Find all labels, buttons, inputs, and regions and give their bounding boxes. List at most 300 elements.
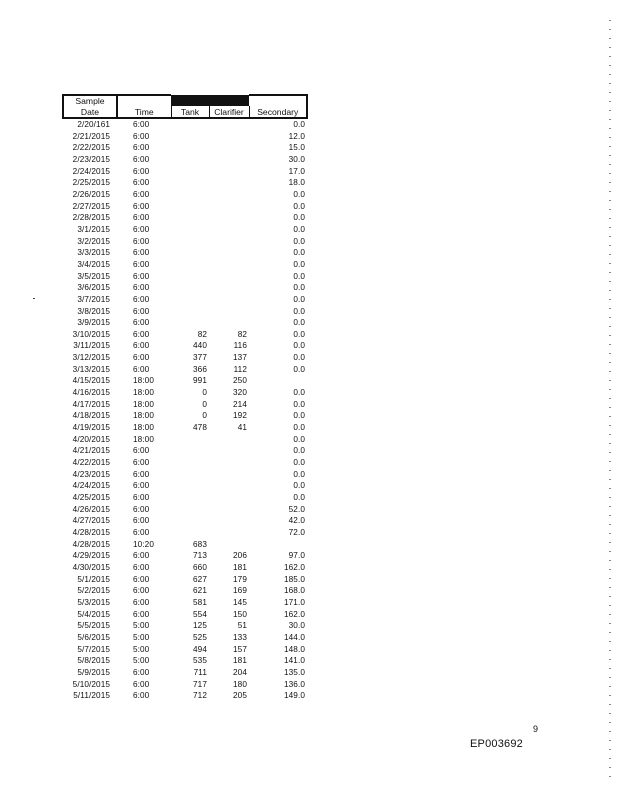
table-row xyxy=(63,247,307,259)
cell-secondary: 0.0 xyxy=(293,364,305,374)
cell-tank: 525 xyxy=(193,632,207,642)
table-row xyxy=(63,329,307,341)
cell-time: 18:00 xyxy=(133,423,154,433)
cell-date: 3/12/2015 xyxy=(72,353,110,363)
table-row xyxy=(63,118,307,131)
cell-secondary: 0.0 xyxy=(293,341,305,351)
cell-clarifier xyxy=(209,445,249,457)
cell-time: 6:00 xyxy=(133,691,150,701)
cell-clarifier xyxy=(209,154,249,166)
cell-date: 4/28/2015 xyxy=(72,539,110,549)
cell-date: 4/19/2015 xyxy=(72,423,110,433)
cell-date: 5/9/2015 xyxy=(77,667,110,677)
cell-time: 6:00 xyxy=(133,236,150,246)
cell-secondary: 52.0 xyxy=(288,504,305,514)
cell-tank xyxy=(171,259,209,271)
cell-time: 6:00 xyxy=(133,609,150,619)
cell-tank: 377 xyxy=(193,353,207,363)
cell-secondary: 0.0 xyxy=(293,353,305,363)
cell-tank xyxy=(171,445,209,457)
cell-secondary: 0.0 xyxy=(293,423,305,433)
cell-clarifier: 214 xyxy=(233,399,247,409)
cell-clarifier: 51 xyxy=(237,621,247,631)
cell-time: 6:00 xyxy=(133,364,150,374)
cell-tank: 82 xyxy=(197,329,207,339)
cell-secondary: 0.0 xyxy=(293,388,305,398)
cell-secondary: 0.0 xyxy=(293,469,305,479)
cell-tank xyxy=(171,154,209,166)
cell-secondary: 141.0 xyxy=(284,656,305,666)
cell-date: 3/13/2015 xyxy=(72,364,110,374)
cell-tank xyxy=(171,306,209,318)
cell-time: 18:00 xyxy=(133,434,154,444)
header-time: Time xyxy=(117,106,171,118)
cell-tank xyxy=(171,177,209,189)
cell-time: 10:20 xyxy=(133,539,154,549)
cell-clarifier: 145 xyxy=(233,597,247,607)
cell-date: 5/4/2015 xyxy=(77,609,110,619)
cell-tank xyxy=(171,118,209,131)
cell-time: 6:00 xyxy=(133,259,150,269)
cell-tank xyxy=(171,515,209,527)
cell-secondary: 0.0 xyxy=(293,213,305,223)
cell-time: 18:00 xyxy=(133,411,154,421)
table-row xyxy=(63,224,307,236)
table-row xyxy=(63,562,307,574)
table-row xyxy=(63,690,307,702)
cell-tank xyxy=(171,212,209,224)
cell-secondary: 0.0 xyxy=(293,329,305,339)
cell-tank xyxy=(171,492,209,504)
cell-date: 3/11/2015 xyxy=(73,341,110,351)
table-row xyxy=(63,527,307,539)
table-row xyxy=(63,294,307,306)
header-sample-date-line2: Date xyxy=(63,106,117,118)
cell-time: 5:00 xyxy=(133,644,150,654)
cell-tank: 0 xyxy=(202,411,207,421)
table-row xyxy=(63,387,307,399)
cell-secondary: 185.0 xyxy=(284,574,305,584)
cell-date: 3/6/2015 xyxy=(77,283,110,293)
cell-date: 2/27/2015 xyxy=(72,201,110,211)
table-row xyxy=(63,445,307,457)
cell-tank: 627 xyxy=(193,574,207,584)
cell-secondary: 0.0 xyxy=(293,493,305,502)
cell-date: 5/7/2015 xyxy=(77,644,110,654)
cell-secondary: 149.0 xyxy=(284,691,305,701)
cell-tank: 535 xyxy=(193,656,207,666)
cell-clarifier xyxy=(209,515,249,527)
cell-date: 3/4/2015 xyxy=(77,259,110,269)
cell-tank xyxy=(171,469,209,481)
cell-clarifier xyxy=(209,539,249,551)
cell-tank xyxy=(171,457,209,469)
table-row xyxy=(63,364,307,376)
cell-time: 18:00 xyxy=(133,399,154,409)
cell-time: 6:00 xyxy=(133,318,150,328)
table-row xyxy=(63,550,307,562)
cell-date: 4/20/2015 xyxy=(72,434,110,444)
cell-secondary: 97.0 xyxy=(288,551,305,561)
cell-clarifier: 181 xyxy=(233,562,247,572)
cell-clarifier xyxy=(209,177,249,189)
cell-secondary: 0.0 xyxy=(293,271,305,281)
cell-tank: 712 xyxy=(193,691,207,701)
cell-clarifier: 250 xyxy=(233,376,247,386)
cell-date: 4/18/2015 xyxy=(72,411,110,421)
cell-time: 6:00 xyxy=(133,294,150,304)
cell-clarifier: 204 xyxy=(233,667,247,677)
table-row xyxy=(63,189,307,201)
cell-clarifier xyxy=(209,294,249,306)
cell-date: 2/23/2015 xyxy=(72,154,110,164)
table-row xyxy=(63,585,307,597)
cell-date: 5/5/2015 xyxy=(77,621,110,631)
cell-secondary: 72.0 xyxy=(288,527,305,537)
cell-date: 5/8/2015 xyxy=(77,656,110,666)
table-row xyxy=(63,667,307,679)
cell-clarifier: 206 xyxy=(233,551,247,561)
cell-clarifier: 180 xyxy=(233,679,247,689)
cell-secondary: 0.0 xyxy=(293,201,305,211)
cell-date: 5/3/2015 xyxy=(77,597,110,607)
table-row xyxy=(63,317,307,329)
cell-time: 6:00 xyxy=(133,166,150,176)
cell-time: 6:00 xyxy=(133,329,150,339)
cell-secondary: 135.0 xyxy=(284,667,305,677)
table-row xyxy=(63,434,307,446)
cell-time: 6:00 xyxy=(133,213,150,223)
table-row xyxy=(63,620,307,632)
cell-time: 18:00 xyxy=(133,376,154,386)
cell-tank xyxy=(171,527,209,539)
cell-clarifier: 205 xyxy=(233,691,247,701)
cell-clarifier xyxy=(209,469,249,481)
table-row xyxy=(63,177,307,189)
cell-clarifier: 116 xyxy=(233,341,247,351)
cell-time: 6:00 xyxy=(133,493,150,502)
cell-tank xyxy=(171,317,209,329)
header-secondary-blank xyxy=(249,95,307,106)
cell-secondary: 12.0 xyxy=(288,131,305,141)
cell-tank xyxy=(171,142,209,154)
cell-clarifier xyxy=(209,259,249,271)
cell-time: 6:00 xyxy=(133,248,150,258)
cell-time: 6:00 xyxy=(133,667,150,677)
table-row xyxy=(63,574,307,586)
table-row xyxy=(63,352,307,364)
cell-secondary: 0.0 xyxy=(293,236,305,246)
cell-tank: 366 xyxy=(193,364,207,374)
cell-clarifier xyxy=(209,504,249,516)
header-time-blank xyxy=(117,95,171,106)
cell-time: 5:00 xyxy=(133,656,150,666)
cell-tank xyxy=(171,504,209,516)
cell-tank xyxy=(171,294,209,306)
cell-clarifier xyxy=(209,492,249,504)
cell-tank xyxy=(171,201,209,213)
table-row xyxy=(63,236,307,248)
cell-clarifier xyxy=(209,131,249,143)
cell-secondary: 17.0 xyxy=(288,166,305,176)
cell-secondary: 171.0 xyxy=(284,597,305,607)
cell-clarifier xyxy=(209,480,249,492)
cell-date: 4/28/2015 xyxy=(72,527,110,537)
table-row xyxy=(63,282,307,294)
table-row xyxy=(63,399,307,411)
cell-date: 4/15/2015 xyxy=(72,376,110,386)
cell-date: 4/27/2015 xyxy=(72,516,110,526)
cell-tank xyxy=(171,271,209,283)
table-row xyxy=(63,131,307,143)
cell-secondary: 0.0 xyxy=(293,411,305,421)
cell-clarifier: 133 xyxy=(233,632,247,642)
table-row xyxy=(63,340,307,352)
cell-secondary: 0.0 xyxy=(293,294,305,304)
cell-secondary: 0.0 xyxy=(293,399,305,409)
cell-date: 5/2/2015 xyxy=(77,586,110,596)
cell-clarifier: 157 xyxy=(233,644,247,654)
cell-clarifier: 137 xyxy=(233,353,247,363)
cell-secondary: 162.0 xyxy=(284,609,305,619)
cell-time: 6:00 xyxy=(133,201,150,211)
table-row xyxy=(63,679,307,691)
cell-tank: 621 xyxy=(193,586,207,596)
cell-clarifier xyxy=(209,317,249,329)
cell-time: 6:00 xyxy=(133,353,150,363)
cell-secondary: 30.0 xyxy=(288,621,305,631)
cell-secondary: 168.0 xyxy=(284,586,305,596)
table-row xyxy=(63,644,307,656)
table-row xyxy=(63,492,307,504)
table-row xyxy=(63,422,307,434)
table-row xyxy=(63,154,307,166)
table-row xyxy=(63,259,307,271)
table-row xyxy=(63,166,307,178)
cell-time: 6:00 xyxy=(133,458,150,468)
cell-time: 6:00 xyxy=(133,586,150,596)
cell-time: 6:00 xyxy=(133,154,150,164)
cell-clarifier xyxy=(209,212,249,224)
cell-time: 6:00 xyxy=(133,516,150,526)
cell-clarifier xyxy=(209,434,249,446)
cell-clarifier xyxy=(209,527,249,539)
cell-tank: 991 xyxy=(193,376,207,386)
cell-date: 4/23/2015 xyxy=(72,469,110,479)
cell-clarifier: 41 xyxy=(237,423,247,433)
cell-secondary: 0.0 xyxy=(293,458,305,468)
table-row xyxy=(63,609,307,621)
cell-tank xyxy=(171,434,209,446)
table-row xyxy=(63,515,307,527)
cell-tank xyxy=(171,166,209,178)
cell-time: 6:00 xyxy=(133,143,150,153)
cell-secondary: 0.0 xyxy=(293,306,305,316)
cell-tank: 554 xyxy=(193,609,207,619)
cell-tank: 711 xyxy=(193,667,207,677)
cell-time: 6:00 xyxy=(133,446,150,456)
cell-clarifier xyxy=(209,457,249,469)
cell-date: 4/21/2015 xyxy=(72,446,110,456)
cell-clarifier xyxy=(209,189,249,201)
cell-date: 4/26/2015 xyxy=(72,504,110,514)
cell-secondary: 0.0 xyxy=(293,283,305,293)
table-row xyxy=(63,469,307,481)
cell-date: 4/22/2015 xyxy=(72,458,110,468)
scan-edge-marks xyxy=(609,20,611,780)
cell-date: 5/11/2015 xyxy=(73,691,110,701)
cell-time: 6:00 xyxy=(133,178,150,188)
sample-table xyxy=(62,94,308,702)
table-row xyxy=(63,212,307,224)
table-row xyxy=(63,410,307,422)
cell-date: 4/16/2015 xyxy=(72,388,110,398)
cell-secondary: 0.0 xyxy=(293,318,305,328)
cell-secondary: 15.0 xyxy=(288,143,305,153)
cell-secondary: 148.0 xyxy=(284,644,305,654)
cell-date: 3/2/2015 xyxy=(77,236,110,246)
header-tank: Tank xyxy=(171,106,209,118)
cell-date: 4/25/2015 xyxy=(72,493,110,502)
cell-time: 6:00 xyxy=(133,271,150,281)
table-row xyxy=(63,201,307,213)
table-row xyxy=(63,142,307,154)
cell-date: 5/6/2015 xyxy=(77,632,110,642)
table-row xyxy=(63,375,307,387)
cell-date: 4/29/2015 xyxy=(72,551,110,561)
header-sample-date-line1: Sample xyxy=(63,95,117,106)
cell-tank: 0 xyxy=(202,388,207,398)
cell-date: 2/20/161 xyxy=(77,120,110,129)
cell-secondary: 0.0 xyxy=(293,189,305,199)
cell-tank: 581 xyxy=(193,597,207,607)
cell-tank xyxy=(171,189,209,201)
cell-tank: 440 xyxy=(193,341,207,351)
cell-time: 6:00 xyxy=(133,283,150,293)
cell-time: 6:00 xyxy=(133,551,150,561)
cell-date: 2/21/2015 xyxy=(72,131,110,141)
cell-secondary: 42.0 xyxy=(288,516,305,526)
cell-clarifier: 192 xyxy=(233,411,247,421)
cell-time: 6:00 xyxy=(133,597,150,607)
cell-clarifier xyxy=(209,224,249,236)
cell-time: 6:00 xyxy=(133,679,150,689)
cell-date: 2/24/2015 xyxy=(72,166,110,176)
cell-clarifier: 82 xyxy=(237,329,247,339)
cell-time: 6:00 xyxy=(133,131,150,141)
cell-clarifier: 181 xyxy=(233,656,247,666)
cell-time: 6:00 xyxy=(133,504,150,514)
cell-secondary: 136.0 xyxy=(284,679,305,689)
table-row xyxy=(63,271,307,283)
cell-time: 5:00 xyxy=(133,621,150,631)
table-row xyxy=(63,632,307,644)
cell-secondary: 0.0 xyxy=(293,248,305,258)
cell-clarifier xyxy=(209,236,249,248)
cell-date: 2/25/2015 xyxy=(72,178,110,188)
cell-tank: 713 xyxy=(193,551,207,561)
cell-clarifier xyxy=(209,166,249,178)
cell-clarifier xyxy=(209,306,249,318)
cell-time: 6:00 xyxy=(133,189,150,199)
cell-tank: 0 xyxy=(202,399,207,409)
cell-clarifier: 112 xyxy=(233,364,247,374)
table-row xyxy=(63,504,307,516)
cell-secondary: 0.0 xyxy=(293,446,305,456)
cell-date: 3/7/2015 xyxy=(77,294,110,304)
table-row xyxy=(63,457,307,469)
scan-speck xyxy=(33,298,35,299)
cell-date: 2/26/2015 xyxy=(72,189,110,199)
cell-secondary xyxy=(249,539,307,551)
cell-tank: 478 xyxy=(193,423,207,433)
cell-clarifier xyxy=(209,271,249,283)
cell-date: 3/1/2015 xyxy=(77,224,110,234)
cell-tank xyxy=(171,480,209,492)
cell-date: 3/10/2015 xyxy=(72,329,110,339)
table-row xyxy=(63,655,307,667)
header-secondary: Secondary xyxy=(249,106,307,118)
cell-time: 6:00 xyxy=(133,469,150,479)
table-row xyxy=(63,306,307,318)
cell-clarifier: 179 xyxy=(233,574,247,584)
table-row xyxy=(63,539,307,551)
cell-tank xyxy=(171,236,209,248)
cell-time: 6:00 xyxy=(133,527,150,537)
cell-tank: 125 xyxy=(193,621,207,631)
cell-tank xyxy=(171,282,209,294)
cell-time: 6:00 xyxy=(133,306,150,316)
cell-tank xyxy=(171,131,209,143)
cell-clarifier: 169 xyxy=(233,586,247,596)
cell-date: 3/8/2015 xyxy=(77,306,110,316)
cell-date: 3/9/2015 xyxy=(77,318,110,328)
data-sheet xyxy=(62,94,306,702)
cell-clarifier xyxy=(209,118,249,131)
table-row xyxy=(63,597,307,609)
cell-secondary: 0.0 xyxy=(293,259,305,269)
table-body xyxy=(63,118,307,702)
cell-secondary xyxy=(249,375,307,387)
cell-tank: 683 xyxy=(193,539,207,549)
cell-time: 6:00 xyxy=(133,574,150,584)
cell-date: 2/28/2015 xyxy=(72,213,110,223)
table-row xyxy=(63,480,307,492)
cell-secondary: 0.0 xyxy=(293,120,305,129)
redaction-bar xyxy=(171,95,249,106)
cell-date: 3/3/2015 xyxy=(77,248,110,258)
cell-tank xyxy=(171,224,209,236)
cell-time: 6:00 xyxy=(133,562,150,572)
cell-clarifier xyxy=(209,282,249,294)
cell-time: 6:00 xyxy=(133,341,150,351)
cell-secondary: 162.0 xyxy=(284,562,305,572)
bates-number: EP003692 xyxy=(470,738,523,750)
cell-secondary: 0.0 xyxy=(293,434,305,444)
cell-date: 4/24/2015 xyxy=(72,481,110,491)
cell-time: 5:00 xyxy=(133,632,150,642)
cell-date: 5/10/2015 xyxy=(72,679,110,689)
cell-tank: 494 xyxy=(193,644,207,654)
cell-date: 4/17/2015 xyxy=(72,399,110,409)
cell-secondary: 0.0 xyxy=(293,224,305,234)
cell-time: 6:00 xyxy=(133,481,150,491)
cell-clarifier: 320 xyxy=(233,388,247,398)
cell-clarifier xyxy=(209,247,249,259)
cell-secondary: 144.0 xyxy=(284,632,305,642)
cell-time: 6:00 xyxy=(133,120,150,129)
cell-clarifier: 150 xyxy=(233,609,247,619)
